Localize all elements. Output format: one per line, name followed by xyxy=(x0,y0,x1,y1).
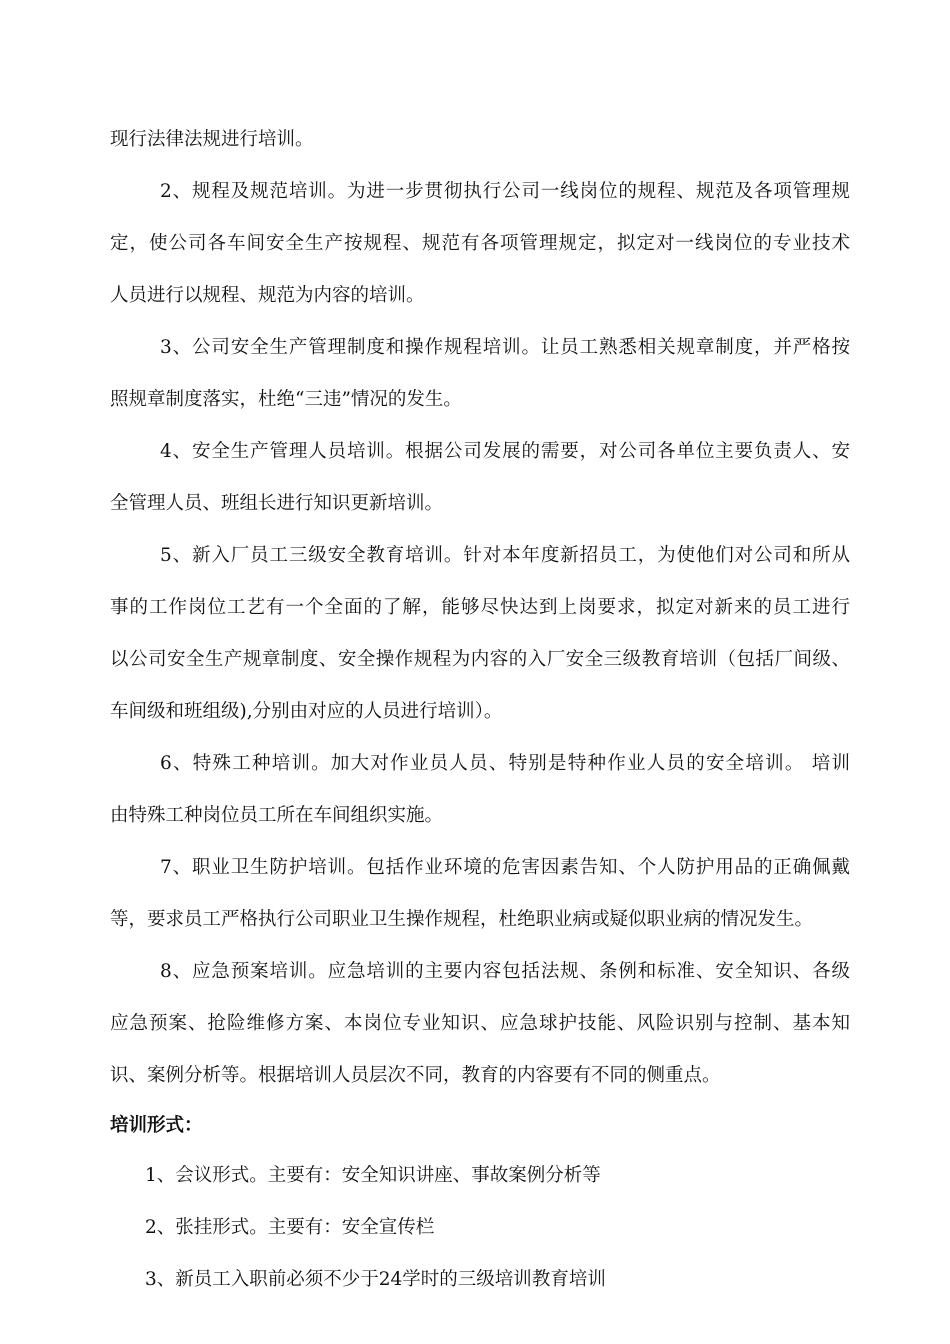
item-8-line-3: 识、案例分析等。根据培训人员层次不同，教育的内容要有不同的侧重点。 xyxy=(110,1065,721,1086)
item-3-line-2: 照规章制度落实，杜绝“三违”情况的发生。 xyxy=(110,389,462,410)
item-5-line-1: 5、新入厂员工三级安全教育培训。针对本年度新招员工，为使他们对公司和所从 xyxy=(160,545,850,566)
item-5-line-4: 车间级和班组级),分别由对应的人员进行培训）。 xyxy=(110,701,503,722)
item-2-line-3: 人员进行以规程、规范为内容的培训。 xyxy=(110,285,425,306)
item-5-line-2: 事的工作岗位工艺有一个全面的了解，能够尽快达到上岗要求，拟定对新来的员工进行 xyxy=(110,597,850,618)
form-item-3: 3、新员工入职前必须不少于24学时的三级培训教育培训 xyxy=(145,1269,606,1290)
item-4-line-2: 全管理人员、班组长进行知识更新培训。 xyxy=(110,493,444,514)
item-7-line-1: 7、职业卫生防护培训。包括作业环境的危害因素告知、个人防护用品的正确佩戴 xyxy=(160,857,850,878)
item-7-line-2: 等，要求员工严格执行公司职业卫生操作规程，杜绝职业病或疑似职业病的情况发生。 xyxy=(110,909,814,930)
item-3-line-1: 3、公司安全生产管理制度和操作规程培训。让员工熟悉相关规章制度，并严格按 xyxy=(160,337,850,358)
item-4-line-1: 4、安全生产管理人员培训。根据公司发展的需要，对公司各单位主要负责人、安 xyxy=(160,441,850,462)
item-6-line-1: 6、特殊工种培训。加大对作业员人员、特别是特种作业人员的安全培训。 培训 xyxy=(160,753,850,774)
item-2-line-2: 定，使公司各车间安全生产按规程、规范有各项管理规定，拟定对一线岗位的专业技术 xyxy=(110,233,850,254)
form-item-2: 2、张挂形式。主要有：安全宣传栏 xyxy=(145,1217,435,1238)
item-8-line-2: 应急预案、抢险维修方案、本岗位专业知识、应急球护技能、风险识别与控制、基本知 xyxy=(110,1013,850,1034)
item-2-line-1: 2、规程及规范培训。为进一步贯彻执行公司一线岗位的规程、规范及各项管理规 xyxy=(160,181,850,202)
section-title: 培训形式： xyxy=(110,1115,203,1136)
item-5-line-3: 以公司安全生产规章制度、安全操作规程为内容的入厂安全三级教育培训（包括厂间级、 xyxy=(110,649,850,670)
form-item-1: 1、会议形式。主要有：安全知识讲座、事故案例分析等 xyxy=(145,1165,601,1186)
item-6-line-2: 由特殊工种岗位员工所在车间组织实施。 xyxy=(110,805,444,826)
item-8-line-1: 8、应急预案培训。应急培训的主要内容包括法规、条例和标准、安全知识、各级 xyxy=(160,961,850,982)
paragraph-line: 现行法律法规进行培训。 xyxy=(110,129,314,150)
